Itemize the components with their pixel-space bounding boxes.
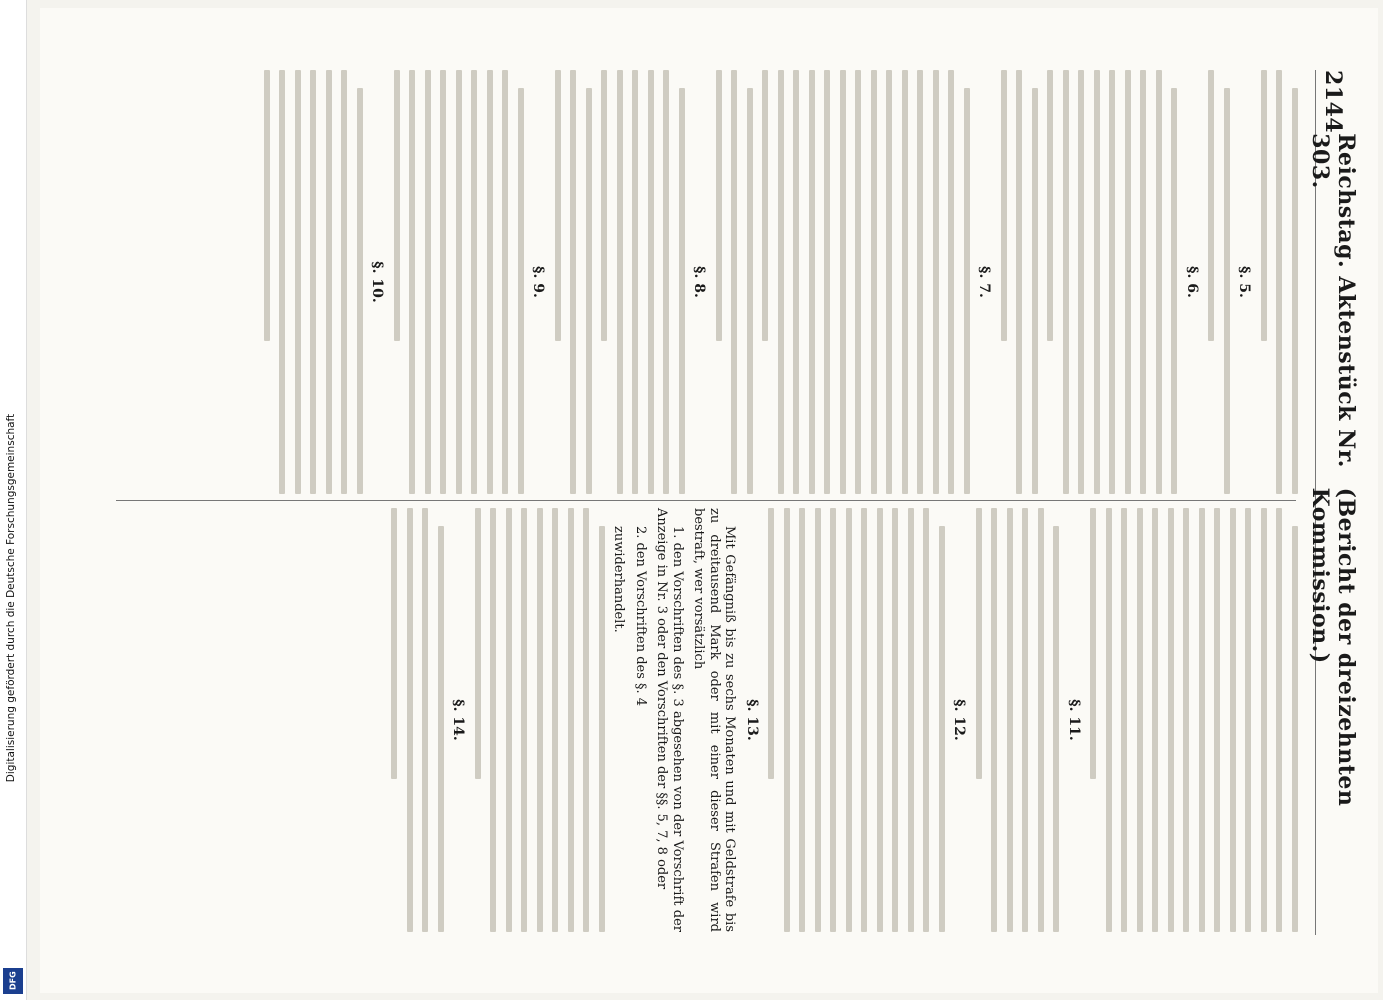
text-line — [825, 70, 831, 494]
text-line — [357, 88, 363, 494]
text-block — [602, 70, 686, 494]
text-line — [503, 70, 509, 494]
text-line — [1079, 70, 1085, 494]
text-line — [1230, 508, 1236, 932]
text-line — [584, 508, 590, 932]
text-line — [784, 508, 790, 932]
text-line — [586, 88, 592, 494]
text-line — [1125, 70, 1131, 494]
text-line — [976, 508, 982, 779]
page-number: 2144 — [1320, 70, 1346, 134]
text-line — [1292, 526, 1298, 932]
text-line — [1209, 70, 1215, 341]
text-line — [1224, 88, 1230, 494]
section-heading: §. 8. — [691, 266, 708, 298]
text-line — [1054, 526, 1060, 932]
text-block — [1048, 70, 1178, 494]
text-line — [1261, 70, 1267, 341]
text-line — [800, 508, 806, 932]
text-line — [992, 508, 998, 932]
text-line — [933, 70, 939, 494]
text-line — [423, 508, 429, 932]
text-block — [1001, 70, 1038, 494]
text-line — [599, 526, 605, 932]
text-line — [555, 70, 561, 341]
text-line — [664, 70, 670, 494]
document-subtitle: (Bericht der dreizehnten Kommission.) — [1307, 487, 1359, 807]
text-line — [924, 508, 930, 932]
text-line — [1246, 508, 1252, 932]
text-line — [506, 508, 512, 932]
text-line — [571, 70, 577, 494]
text-line — [846, 508, 852, 932]
text-line — [769, 508, 775, 779]
document-title: Reichstag. Aktenstück Nr. 303. — [1307, 133, 1359, 468]
text-line — [311, 70, 317, 494]
text-line — [964, 88, 970, 494]
text-block — [763, 70, 971, 494]
text-line — [472, 70, 478, 494]
text-line — [815, 508, 821, 932]
text-line — [1261, 508, 1267, 932]
text-line — [1110, 70, 1116, 494]
text-line — [877, 508, 883, 932]
credit-strip — [0, 0, 27, 1000]
text-line — [1023, 508, 1029, 932]
text-line — [342, 70, 348, 494]
text-line — [1141, 70, 1147, 494]
text-line — [264, 70, 270, 341]
text-line — [716, 70, 722, 341]
text-line — [1032, 88, 1038, 494]
paragraph: Mit Gefängniß bis zu sechs Monaten und mit Geldstrafe bis zu dreitausend Mark oder mit einer dieser Strafen wird bestraft, wer vorsätzlich — [691, 508, 738, 932]
text-line — [491, 508, 497, 932]
text-line — [887, 70, 893, 494]
text-block — [1209, 70, 1231, 494]
text-line — [1094, 70, 1100, 494]
text-line — [475, 508, 481, 779]
text-line — [1001, 70, 1007, 341]
text-block — [1091, 508, 1299, 932]
text-line — [425, 70, 431, 494]
text-line — [456, 70, 462, 494]
funding-credit: Digitalisierung gefördert durch die Deutsche Forschungsgemeinschaft — [5, 413, 17, 783]
text-line — [862, 508, 868, 932]
section-heading: §. 7. — [976, 266, 993, 298]
text-line — [794, 70, 800, 494]
text-line — [1007, 508, 1013, 932]
text-line — [295, 70, 301, 494]
text-line — [1017, 70, 1023, 494]
text-line — [1038, 508, 1044, 932]
text-line — [1199, 508, 1205, 932]
text-line — [1137, 508, 1143, 932]
text-line — [602, 70, 608, 341]
text-line — [1277, 508, 1283, 932]
text-line — [407, 508, 413, 932]
page-sheet — [40, 8, 1378, 993]
text-line — [918, 70, 924, 494]
text-block — [769, 508, 946, 932]
text-line — [648, 70, 654, 494]
section-heading: §. 12. — [951, 699, 968, 741]
section-heading: §. 9. — [530, 266, 547, 298]
text-line — [1153, 508, 1159, 932]
paragraph: 2. den Vorschriften des §. 4 — [633, 526, 648, 707]
text-line — [679, 88, 685, 494]
right-column — [382, 508, 1300, 932]
text-line — [1091, 508, 1097, 779]
text-line — [1184, 508, 1190, 932]
text-line — [394, 70, 400, 341]
dfg-logo: DFG — [3, 968, 23, 994]
text-line — [840, 70, 846, 494]
text-line — [410, 70, 416, 494]
text-line — [1172, 88, 1178, 494]
paragraph: zuwiderhandelt. — [611, 526, 627, 633]
text-line — [831, 508, 837, 932]
scanned-page — [40, 8, 1378, 993]
text-block — [555, 70, 592, 494]
text-line — [326, 70, 332, 494]
text-line — [763, 70, 769, 341]
left-column — [255, 70, 1301, 494]
text-line — [893, 508, 899, 932]
text-line — [617, 70, 623, 494]
text-line — [1168, 508, 1174, 932]
text-line — [441, 70, 447, 494]
section-heading: §. 6. — [1184, 266, 1200, 298]
text-line — [778, 70, 784, 494]
text-line — [280, 70, 286, 494]
text-line — [1215, 508, 1221, 932]
text-line — [1106, 508, 1112, 932]
text-block — [392, 508, 445, 932]
text-line — [939, 526, 945, 932]
text-line — [1122, 508, 1128, 932]
text-line — [1063, 70, 1069, 494]
text-line — [522, 508, 528, 932]
text-line — [856, 70, 862, 494]
text-line — [518, 88, 524, 494]
text-line — [633, 70, 639, 494]
text-line — [732, 70, 738, 494]
text-block — [264, 70, 363, 494]
text-block — [976, 508, 1060, 932]
text-line — [438, 526, 444, 932]
paragraph: 1. den Vorschriften des §. 3 abgesehen von der Vorschrift der Anzeige in Nr. 3 oder den Vorschriften der §§. 5, 7, 8 oder — [654, 508, 685, 932]
text-line — [902, 70, 908, 494]
text-line — [809, 70, 815, 494]
section-heading: §. 14. — [450, 699, 467, 741]
text-line — [568, 508, 574, 932]
text-line — [1048, 70, 1054, 341]
text-line — [949, 70, 955, 494]
text-line — [1156, 70, 1162, 494]
text-line — [1277, 70, 1283, 494]
text-block — [716, 70, 753, 494]
text-line — [392, 508, 398, 779]
page-header — [1307, 70, 1359, 935]
section-heading: §. 10. — [369, 261, 386, 303]
text-line — [487, 70, 493, 494]
section-heading: §. 5. — [1236, 266, 1253, 298]
text-line — [871, 70, 877, 494]
column-divider — [116, 500, 1296, 501]
section-heading: §. 11. — [1066, 699, 1082, 741]
text-line — [553, 508, 559, 932]
text-line — [747, 88, 753, 494]
text-block — [394, 70, 524, 494]
text-block — [475, 508, 605, 932]
text-line — [537, 508, 543, 932]
text-line — [908, 508, 914, 932]
text-line — [1292, 88, 1298, 494]
section-heading: §. 13. — [744, 699, 760, 741]
text-block — [1261, 70, 1298, 494]
